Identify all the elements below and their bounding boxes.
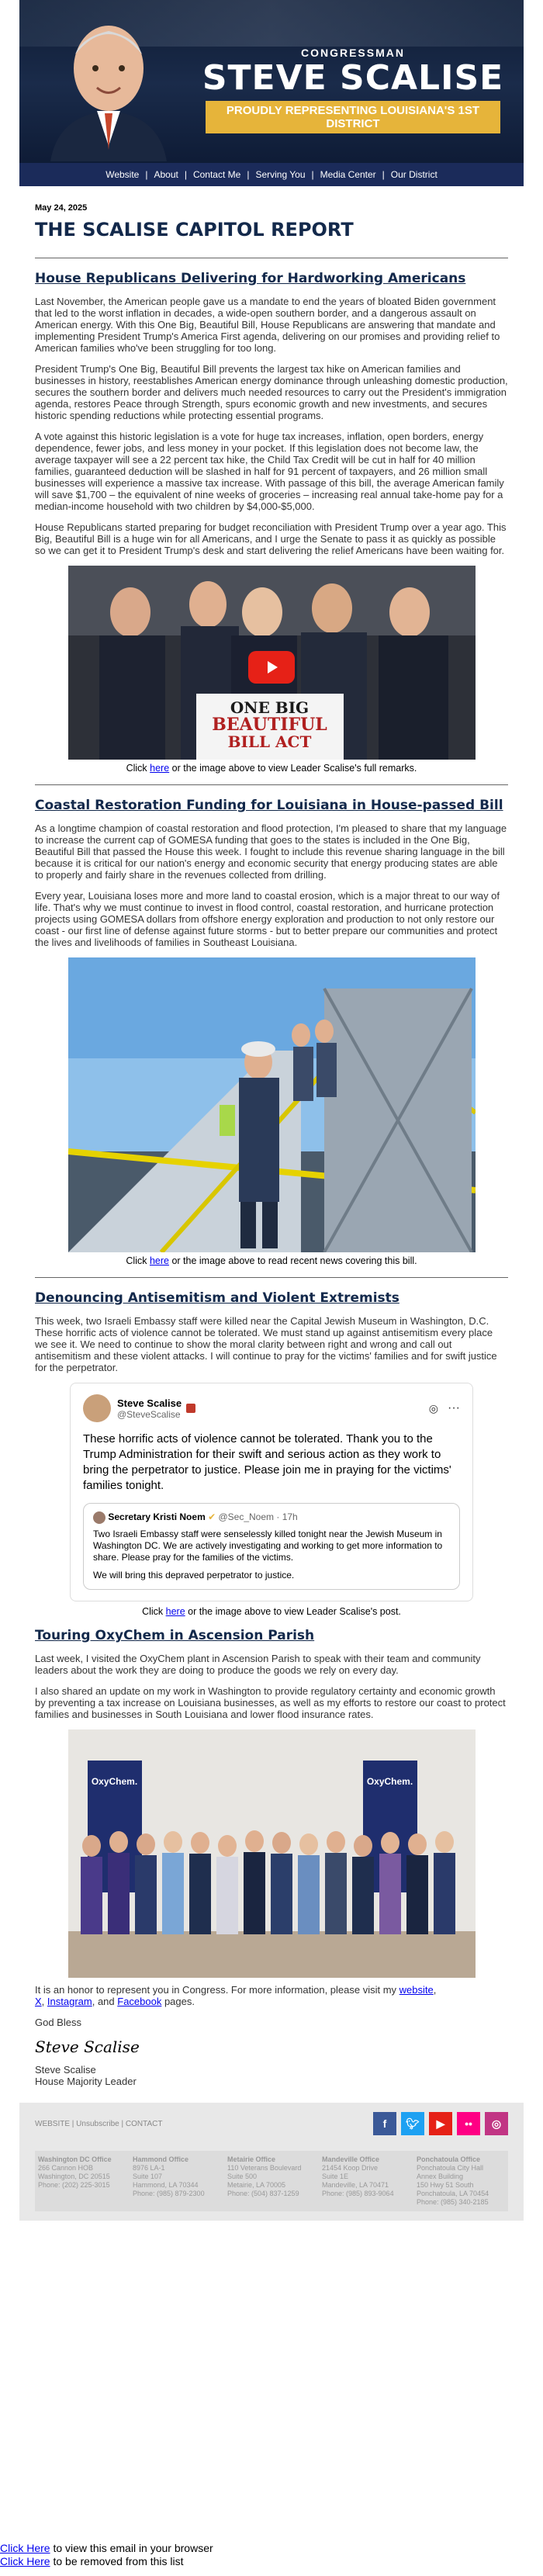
paragraph: House Republicans started preparing for budget reconciliation with President Trump over a year ago. This Big, Beautiful Bill is a huge win for all Americans, and I urge the Senate to pass it as quickly as possible so we can get it to President Trump's desk and start delivering the relief Americans have been waiting for. [35,521,507,556]
tweet-text: These horrific acts of violence cannot be tolerated. Thank you to the Trump Administration for their swift and serious action as they work to bring the perpetrator to justice. Please join me in praying for the victims' families tonight. [83,1432,451,1492]
unsubscribe-text: to be removed from this list [50,2555,184,2567]
nav-contact-me[interactable]: Contact Me [192,169,241,180]
play-button-icon[interactable] [248,651,295,684]
closing-text: It is an honor to represent you in Congress. For more information, please visit my [35,1984,399,1996]
x-link[interactable]: X [35,1996,42,2007]
nav-serving-you[interactable]: Serving You [255,169,306,180]
office-line: Mandeville, LA 70471 [322,2181,389,2189]
quoted-tweet[interactable] [83,1503,460,1590]
congressman-label: CONGRESSMAN [300,47,405,59]
facebook-link[interactable]: Facebook [117,1996,162,2007]
caption-link[interactable]: here [165,1606,185,1617]
caption [35,1255,508,1266]
sign-line-2: BEAUTIFUL [212,715,327,735]
video-thumbnail[interactable] [68,566,476,760]
office-phone: Phone: (202) 225-3015 [38,2181,110,2189]
office-line: 150 Hwy 51 South [417,2181,474,2189]
caption-text: Click [142,1606,166,1617]
district-ribbon: PROUDLY REPRESENTING LOUISIANA'S 1ST DISTRICT [206,101,500,133]
office-line: 266 Cannon HOB [38,2164,94,2172]
section-heading-coastal[interactable]: Coastal Restoration Funding for Louisiana in House-passed Bill [35,798,503,813]
divider [35,1277,508,1278]
offshore-platform-image[interactable] [68,957,476,1252]
office-washington [35,2151,130,2211]
signoff-role: House Majority Leader [35,2076,137,2087]
signature: Steve Scalise [35,2038,140,2056]
caption-text: Click [126,763,150,774]
caption-text: or the image above to read recent news covering this bill. [168,1255,417,1266]
office-phone: Phone: (985) 893-9064 [322,2190,394,2197]
sign-text [196,699,344,750]
office-name: Washington DC Office [38,2155,112,2163]
divider [35,784,508,785]
section-heading-oxychem[interactable]: Touring OxyChem in Ascension Parish [35,1628,315,1643]
office-line: 21454 Koop Drive [322,2164,379,2172]
top-nav [19,163,524,186]
email-container [19,0,524,2221]
congressman-name: STEVE SCALISE [202,58,504,98]
closing-text: , [433,1984,437,1996]
offshore-platform-photo [68,957,476,1252]
grok-icon[interactable]: ◎ [428,1401,439,1414]
quoted-tweet-header [93,1511,450,1524]
caption-text: Click [126,1255,150,1266]
signoff-name: Steve Scalise [35,2064,96,2076]
office-phone: Phone: (985) 879-2300 [133,2190,205,2197]
unsubscribe-link[interactable]: Click Here [0,2555,50,2567]
sign-line-3: BILL ACT [227,732,312,751]
office-ponchatoula [413,2151,508,2211]
header-banner [19,0,524,186]
nav-separator: | [311,169,314,180]
view-in-browser-line [0,2542,543,2555]
sign-line-1: ONE BIG [230,698,310,717]
closing-text: , and [92,1996,118,2007]
nav-media-center[interactable]: Media Center [320,169,376,180]
office-line: Hammond, LA 70344 [133,2181,199,2189]
portrait-image [43,14,175,161]
avatar [83,1394,111,1422]
avatar [93,1511,105,1524]
unsubscribe-line [0,2555,543,2568]
caption [35,1606,508,1617]
god-bless: God Bless [35,2017,81,2028]
government-badge-icon [186,1404,195,1413]
nav-about[interactable]: About [154,169,178,180]
tweet-author-handle: @SteveScalise [117,1408,181,1420]
paragraph: A vote against this historic legislation is a vote for huge tax increases, inflation, open borders, energy dependence, fewer jobs, and less money in your pocket. If this legislation does not become law, the average taxpayer will see a 22 percent tax hike, the Child Tax Credit will be cut in half for 40 million families, guaranteed deduction will be slashed in half for 91 percent of taxpayers, and 26 million small businesses will experience a massive tax increase. With passage of this bill, the average American family will save $1,700 – the equivalent of nine weeks of groceries – increasing real annual take-home pay for a median-income household with two children by $4,000-$5,000. [35,431,504,512]
social-icons [368,2112,508,2135]
closing-paragraph [35,1984,508,2007]
caption-text: or the image above to view Leader Scalise's full remarks. [169,763,417,774]
report-title: THE SCALISE CAPITOL REPORT [35,219,354,241]
office-line: 8976 LA-1 [133,2164,165,2172]
youtube-icon[interactable]: ▶ [429,2112,452,2135]
caption-text: or the image above to view Leader Scalise's post. [185,1606,401,1617]
view-in-browser-text: to view this email in your browser [50,2542,213,2554]
tweet-header [83,1394,460,1422]
paragraph: Last week, I visited the OxyChem plant in Ascension Parish to speak with their team and community leaders about the work they are doing to produce the goods we rely on every day. [35,1653,481,1676]
paragraph: Last November, the American people gave us a mandate to end the years of bloated Biden government that led to the worst inflation in decades, a wide-open southern border, and a dangerous assault on American energy. With this One Big, Beautiful Bill, House Republicans are answering that mandate and implementing President Trump's America First agenda, delivering on our promises and providing relief to American families who've been struggling for too long. [35,296,500,354]
oxychem-banner-left: OxyChem. [91,1776,138,1787]
nav-separator: | [145,169,148,180]
nav-our-district[interactable]: Our District [390,169,438,180]
quoted-author-handle: @Sec_Noem · 17h [218,1511,298,1523]
section-heading-antisemitism[interactable]: Denouncing Antisemitism and Violent Extremists [35,1290,399,1306]
office-line: Suite 500 [227,2173,258,2180]
office-name: Hammond Office [133,2155,189,2163]
facebook-icon[interactable]: f [373,2112,396,2135]
caption-link[interactable]: here [149,1255,169,1266]
office-phone: Phone: (985) 340-2185 [417,2198,489,2206]
issue-date: May 24, 2025 [35,203,88,213]
instagram-link[interactable]: Instagram [47,1996,92,2007]
caption [35,763,508,774]
browser-links [0,2542,543,2568]
paragraph: Every year, Louisiana loses more and more land to coastal erosion, which is a major threat to our way of life. That's why we must continue to invest in flood control, coastal restoration, and hurricane protection projects using GOMESA dollars from offshore energy exploration and production to not only restore our coast - our first line of defense against future storms - but to better prepare our communities and protect the lives and livelihoods of families in Southeast Louisiana. [35,890,500,948]
tweet-author-name: Steve Scalise [117,1397,182,1409]
closing-text: pages. [161,1996,195,2007]
office-list [35,2151,508,2211]
embedded-tweet[interactable] [70,1383,473,1601]
section-heading-tax[interactable]: House Republicans Delivering for Hardworking Americans [35,271,466,286]
oxychem-group-photo [68,1729,476,1978]
paragraph: This week, two Israeli Embassy staff were killed near the Capital Jewish Museum in Washington, D.C. These horrific acts of violence cannot be tolerated. We must stand up against antisemitism every place we see it. We need to continue to show the moral clarity between right and wrong and call out antisemitism and these violent attacks. I will continue to pray for the victims' families and for swift justice for the perpetrator. [35,1315,497,1373]
office-name: Mandeville Office [322,2155,380,2163]
office-line: Ponchatoula, LA 70454 [417,2190,489,2197]
closing-text: , [41,1996,47,2007]
office-line: Ponchatoula City Hall [417,2164,484,2172]
quoted-author-name: Secretary Kristi Noem [108,1511,206,1523]
instagram-icon[interactable]: ◎ [485,2112,508,2135]
view-in-browser-link[interactable]: Click Here [0,2542,50,2554]
more-options-icon[interactable]: ··· [448,1401,460,1414]
twitter-icon[interactable]: 🐦︎ [401,2112,424,2135]
office-phone: Phone: (504) 837-1259 [227,2190,299,2197]
verified-icon: ✔ [208,1511,216,1523]
office-line: Suite 1E [322,2173,349,2180]
caption-link[interactable]: here [150,763,170,774]
office-hammond [130,2151,224,2211]
nav-website[interactable]: Website [105,169,140,180]
oxychem-banner-right: OxyChem. [366,1776,413,1787]
nav-separator: | [382,169,385,180]
footer [19,2103,524,2221]
office-metairie [224,2151,319,2211]
office-name: Ponchatoula Office [417,2155,481,2163]
footer-top [35,2112,508,2135]
office-line: Metairie, LA 70005 [227,2181,286,2189]
office-line: Washington, DC 20515 [38,2173,110,2180]
paragraph: President Trump's One Big, Beautiful Bill prevents the largest tax hike on American families and businesses in history, reestablishes American energy dominance through unleashing domestic production, secures the southern border and delivers much needed resources to carry out the President's immigration agenda, restores Peace through Strength, spurs economic growth and new investments, and secures historic spending reductions while protecting essential programs. [35,363,508,421]
office-line: Annex Building [417,2173,464,2180]
footer-links[interactable]: WEBSITE | Unsubscribe | CONTACT [35,2119,163,2128]
flickr-icon[interactable]: •• [457,2112,480,2135]
nav-separator: | [184,169,187,180]
paragraph: As a longtime champion of coastal restoration and flood protection, I'm pleased to share that my language to increase the current cap of GOMESA funding that goes to the states is included in the One Big, Beautiful Bill that passed the House this week. I fought to include this revenue sharing language in the bill because it is critical for our nation's energy and economic security that energy producing states are able to properly and fairly share in the revenues collected from drilling. [35,822,507,881]
content-area [19,203,524,2087]
website-link[interactable]: website [399,1984,434,1996]
header-title-block [198,47,508,133]
paragraph: I also shared an update on my work in Washington to provide regulatory certainty and economic growth by preventing a tax increase on Louisiana businesses, as well as my efforts to restore our coast to protect families and businesses in South Louisiana and lower flood insurance rates. [35,1685,506,1720]
quoted-tweet-text: Two Israeli Embassy staff were senselessly killed tonight near the Jewish Museum in Washington DC. We are actively investigating and working to get more information to share. Please pray for the families of the victims. [93,1529,443,1563]
office-name: Metairie Office [227,2155,276,2163]
office-mandeville [319,2151,413,2211]
quoted-tweet-text: We will bring this depraved perpetrator to justice. [93,1570,295,1581]
oxychem-group-image [68,1729,476,1978]
office-line: Suite 107 [133,2173,163,2180]
nav-separator: | [247,169,250,180]
office-line: 110 Veterans Boulevard [227,2164,302,2172]
